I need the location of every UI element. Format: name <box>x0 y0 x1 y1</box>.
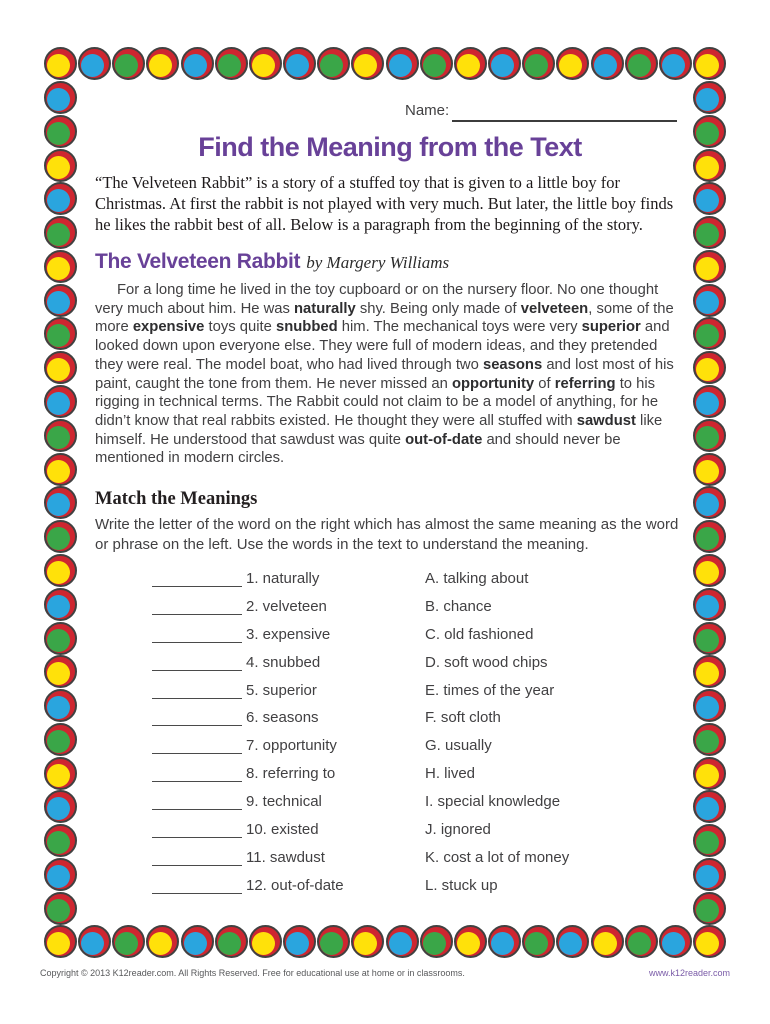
blue-circle-icon <box>693 689 726 722</box>
yellow-circle-icon <box>44 655 77 688</box>
green-circle-icon <box>693 216 726 249</box>
match-instructions: Write the letter of the word on the right which has almost the same meaning as the word or phrase on the left. Use the words in the text to understand the meaning. <box>95 516 679 553</box>
match-row <box>95 625 685 653</box>
name-row <box>95 100 685 124</box>
yellow-circle-icon <box>693 47 726 80</box>
answer-blank-line[interactable] <box>152 753 242 754</box>
match-word: 11. sawdust <box>246 848 325 866</box>
match-row <box>95 597 685 625</box>
match-row <box>95 569 685 597</box>
green-circle-icon <box>693 317 726 350</box>
yellow-circle-icon <box>591 925 624 958</box>
yellow-circle-icon <box>693 453 726 486</box>
story-bold-word: out-of-date <box>405 431 483 448</box>
blue-circle-icon <box>693 182 726 215</box>
green-circle-icon <box>44 419 77 452</box>
answer-blank-line[interactable] <box>152 586 242 587</box>
blue-circle-icon <box>44 284 77 317</box>
worksheet-content <box>95 100 685 904</box>
answer-blank-line[interactable] <box>152 698 242 699</box>
blue-circle-icon <box>659 925 692 958</box>
green-circle-icon <box>44 892 77 925</box>
green-circle-icon <box>215 925 248 958</box>
story-bold-word: expensive <box>132 319 205 336</box>
match-option: K. cost a lot of money <box>425 848 570 866</box>
blue-circle-icon <box>693 284 726 317</box>
story-text: and looked down upon everyone else. They were full of modern ideas, and they pretended they were real. The model boat, who had lived through two <box>95 319 670 373</box>
blue-circle-icon <box>556 925 589 958</box>
story-byline: by Margery Williams <box>306 253 450 272</box>
green-circle-icon <box>693 622 726 655</box>
story-bold-word: superior <box>581 319 641 336</box>
story-bold-word: sawdust <box>576 412 636 429</box>
yellow-circle-icon <box>146 925 179 958</box>
story-text: to his rigging in technical terms. The Rabbit could not claim to be a model of anything, for he didn’t know that real rabbits existed. He thought they were all stuffed with <box>95 375 659 429</box>
answer-blank-line[interactable] <box>152 781 242 782</box>
blue-circle-icon <box>181 47 214 80</box>
green-circle-icon <box>625 925 658 958</box>
page-title: Find the Meaning from the Text <box>198 132 582 162</box>
blue-circle-icon <box>44 588 77 621</box>
match-row <box>95 764 685 792</box>
match-word: 5. superior <box>246 681 317 699</box>
yellow-circle-icon <box>44 554 77 587</box>
border-left <box>44 81 77 925</box>
blue-circle-icon <box>283 47 316 80</box>
answer-blank-line[interactable] <box>152 837 242 838</box>
green-circle-icon <box>44 824 77 857</box>
green-circle-icon <box>693 520 726 553</box>
match-option: C. old fashioned <box>425 625 534 643</box>
yellow-circle-icon <box>454 47 487 80</box>
blue-circle-icon <box>44 486 77 519</box>
story-paragraph <box>95 281 685 468</box>
answer-blank-line[interactable] <box>152 614 242 615</box>
blue-circle-icon <box>693 81 726 114</box>
green-circle-icon <box>693 824 726 857</box>
match-list <box>95 569 685 904</box>
blue-circle-icon <box>44 385 77 418</box>
yellow-circle-icon <box>44 351 77 384</box>
yellow-circle-icon <box>556 47 589 80</box>
story-bold-word: naturally <box>294 300 356 317</box>
border-bottom <box>44 925 726 958</box>
story-text: toys quite <box>204 319 276 336</box>
yellow-circle-icon <box>351 47 384 80</box>
yellow-circle-icon <box>44 250 77 283</box>
yellow-circle-icon <box>693 149 726 182</box>
match-option: L. stuck up <box>425 876 498 894</box>
match-row <box>95 736 685 764</box>
green-circle-icon <box>693 892 726 925</box>
blue-circle-icon <box>181 925 214 958</box>
match-word: 3. expensive <box>246 625 331 643</box>
name-blank-line[interactable] <box>452 120 677 122</box>
blue-circle-icon <box>693 486 726 519</box>
story-bold-word: seasons <box>482 356 543 373</box>
blue-circle-icon <box>44 182 77 215</box>
blue-circle-icon <box>693 858 726 891</box>
match-row <box>95 792 685 820</box>
match-row <box>95 708 685 736</box>
match-word: 2. velveteen <box>246 597 327 615</box>
yellow-circle-icon <box>44 47 77 80</box>
blue-circle-icon <box>44 790 77 823</box>
green-circle-icon <box>693 723 726 756</box>
story-text: like himself. He understood that sawdust was quite <box>95 412 663 448</box>
blue-circle-icon <box>78 925 111 958</box>
yellow-circle-icon <box>693 655 726 688</box>
match-option: D. soft wood chips <box>425 653 548 671</box>
match-option: A. talking about <box>425 570 529 588</box>
story-text: him. The mechanical toys were very <box>337 319 582 336</box>
green-circle-icon <box>420 925 453 958</box>
yellow-circle-icon <box>351 925 384 958</box>
story-bold-word: referring <box>554 375 616 392</box>
blue-circle-icon <box>78 47 111 80</box>
match-option: H. lived <box>425 765 476 783</box>
yellow-circle-icon <box>693 925 726 958</box>
copyright-text: Copyright © 2013 K12reader.com. All Rights Reserved. Free for educational use at home or in classrooms. <box>40 968 465 978</box>
blue-circle-icon <box>44 858 77 891</box>
story-text: of <box>534 375 555 392</box>
story-text: For a long time he lived in the toy cupboard or on the nursery floor. No one thought very much about him. He was <box>95 282 659 317</box>
green-circle-icon <box>420 47 453 80</box>
website-link[interactable]: www.k12reader.com <box>648 968 730 978</box>
blue-circle-icon <box>693 588 726 621</box>
story-bold-word: velveteen <box>520 300 589 317</box>
green-circle-icon <box>112 925 145 958</box>
blue-circle-icon <box>283 925 316 958</box>
blue-circle-icon <box>659 47 692 80</box>
match-option: J. ignored <box>425 821 491 839</box>
green-circle-icon <box>44 115 77 148</box>
yellow-circle-icon <box>146 47 179 80</box>
answer-blank-line[interactable] <box>152 670 242 671</box>
match-word: 6. seasons <box>246 709 319 727</box>
match-word: 7. opportunity <box>246 737 337 755</box>
green-circle-icon <box>44 622 77 655</box>
story-heading-row <box>95 250 685 277</box>
blue-circle-icon <box>488 47 521 80</box>
story-bold-word: opportunity <box>451 375 535 392</box>
green-circle-icon <box>44 723 77 756</box>
match-option: G. usually <box>425 737 492 755</box>
match-option: E. times of the year <box>425 681 555 699</box>
answer-blank-line[interactable] <box>152 893 242 894</box>
story-title: The Velveteen Rabbit <box>95 250 301 273</box>
name-label: Name: <box>405 102 450 119</box>
green-circle-icon <box>215 47 248 80</box>
yellow-circle-icon <box>44 453 77 486</box>
match-option: I. special knowledge <box>425 793 561 811</box>
match-row <box>95 876 685 904</box>
answer-blank-line[interactable] <box>152 809 242 810</box>
blue-circle-icon <box>488 925 521 958</box>
blue-circle-icon <box>693 385 726 418</box>
green-circle-icon <box>693 419 726 452</box>
story-text: and lost most of his paint, caught the tone from them. He never missed an <box>95 356 674 392</box>
match-word: 10. existed <box>246 821 319 839</box>
story-bold-word: snubbed <box>275 319 338 336</box>
yellow-circle-icon <box>454 925 487 958</box>
match-option: F. soft cloth <box>425 709 501 727</box>
match-option: B. chance <box>425 597 492 615</box>
green-circle-icon <box>522 47 555 80</box>
blue-circle-icon <box>386 925 419 958</box>
green-circle-icon <box>44 216 77 249</box>
story-text: shy. Being only made of <box>355 300 521 317</box>
green-circle-icon <box>317 925 350 958</box>
story-text: and should never be mentioned in modern circles. <box>95 431 621 467</box>
green-circle-icon <box>693 115 726 148</box>
match-word: 1. naturally <box>246 570 320 588</box>
match-row <box>95 848 685 876</box>
match-word: 8. referring to <box>246 765 336 783</box>
border-top <box>44 47 726 80</box>
yellow-circle-icon <box>44 925 77 958</box>
answer-blank-line[interactable] <box>152 865 242 866</box>
match-row <box>95 820 685 848</box>
answer-blank-line[interactable] <box>152 725 242 726</box>
yellow-circle-icon <box>693 250 726 283</box>
match-word: 12. out-of-date <box>246 876 344 894</box>
match-word: 9. technical <box>246 793 322 811</box>
green-circle-icon <box>317 47 350 80</box>
yellow-circle-icon <box>249 47 282 80</box>
match-heading: Match the Meanings <box>95 489 258 510</box>
match-row <box>95 653 685 681</box>
blue-circle-icon <box>693 790 726 823</box>
intro-paragraph: “The Velveteen Rabbit” is a story of a stuffed toy that is given to a little boy for Christmas. At first the rabbit is not played with very much. But later, the little boy finds he likes the rabbit best of all. Below is a paragraph from the beginning of the story. <box>95 173 674 234</box>
blue-circle-icon <box>386 47 419 80</box>
yellow-circle-icon <box>249 925 282 958</box>
story-text: , some of the more <box>95 300 674 336</box>
blue-circle-icon <box>44 81 77 114</box>
green-circle-icon <box>522 925 555 958</box>
yellow-circle-icon <box>44 149 77 182</box>
answer-blank-line[interactable] <box>152 642 242 643</box>
green-circle-icon <box>44 317 77 350</box>
blue-circle-icon <box>591 47 624 80</box>
yellow-circle-icon <box>44 757 77 790</box>
match-row <box>95 681 685 709</box>
green-circle-icon <box>44 520 77 553</box>
border-right <box>693 81 726 925</box>
yellow-circle-icon <box>693 554 726 587</box>
green-circle-icon <box>625 47 658 80</box>
yellow-circle-icon <box>693 757 726 790</box>
footer <box>40 968 730 978</box>
yellow-circle-icon <box>693 351 726 384</box>
green-circle-icon <box>112 47 145 80</box>
blue-circle-icon <box>44 689 77 722</box>
match-word: 4. snubbed <box>246 653 321 671</box>
